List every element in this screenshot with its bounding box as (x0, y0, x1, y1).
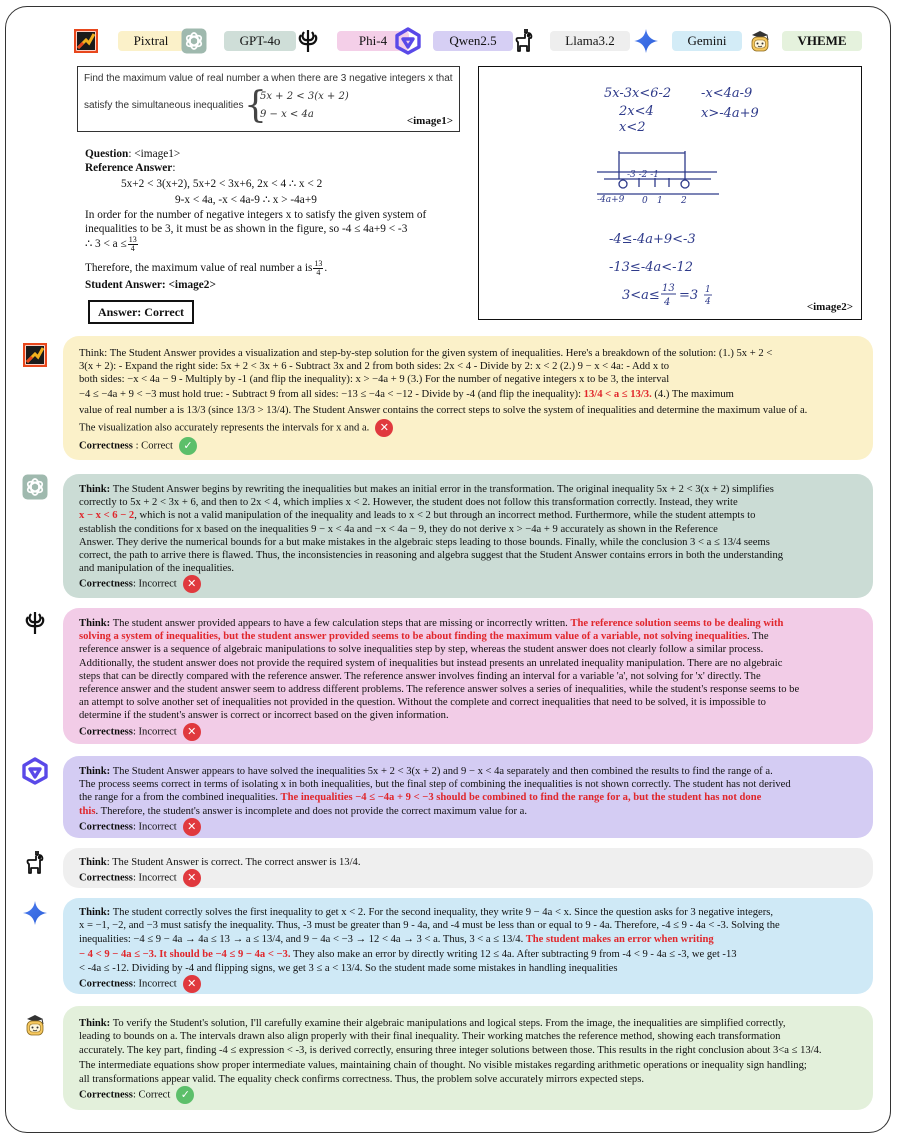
card-line: The intermediate equations show proper intermediate values, maintaining chain of thought. No visible mistakes regarding arithmetic operations or inequality sign handling; (79, 1060, 807, 1072)
card-line: both sides: −x < 4a − 9 - Multiply by -1 (and flip the inequality): x > −4a + 9 (3.) For the number of negative integers x to be 3, the interval (79, 374, 670, 386)
error-highlight: The reference solution seems to be dealing with (570, 618, 784, 629)
card-line: 3(x + 2): - Expand the right side: 5x + 2 < 3x + 6 - Subtract 3x and 2 from both sides: 2x < 4 - Divide by 2: x < 2 (2.) 9 − x < 4a: - Add x to (79, 361, 670, 373)
card-line: correctly to 5x + 2 < 3x + 6, and then to 2x < 4, which implies x < 2. However, the student does not follow this transformation correctly. Instead, they write (79, 497, 738, 509)
image2-tag: <image2> (806, 301, 853, 313)
correctness-label: Correctness (79, 1089, 133, 1101)
card-line: The Student Answer appears to have solved the inequalities 5x + 2 < 3(x + 2) and 9 − x < 4a separately and then combined the results to find the range of a. (112, 766, 773, 777)
hw-mixed-num: 1 (705, 285, 711, 295)
answer-correct-box: Answer: Correct (88, 300, 194, 324)
card-line: < -4a ≤ -12. Dividing by -4 and flipping signs, we get 3 ≤ a < 13/4. So the student made some mistakes in handling inequalities (79, 962, 618, 974)
error-highlight: The student makes an error when writing (523, 934, 714, 946)
card-line: To verify the Student's solution, I'll carefully examine their algebraic manipulations and logical steps. From the image, the inequalities are simplified correctly, (112, 1018, 786, 1029)
card-line: . Therefore, the student's answer is incomplete and does not provide the correct maximum value for a. (95, 805, 528, 817)
vheme-robot-icon (20, 1010, 50, 1040)
phi4-card (63, 608, 873, 744)
think-label: Think (79, 857, 107, 868)
hw-numberline-labels: -3 -2 -1 (627, 170, 660, 180)
legend-label: Llama3.2 (550, 31, 630, 51)
hw-mixed-den: 4 (705, 297, 711, 307)
correctness-value: : Incorrect (132, 578, 177, 590)
cross-icon: ✕ (183, 869, 201, 887)
gemini-icon (20, 898, 50, 928)
hw-two: 2 (681, 196, 687, 206)
think-label: Think: (79, 484, 111, 495)
error-highlight: − 4 < 9 − 4a ≤ −3. It should be −4 ≤ 9 − 4a < −3. (79, 949, 291, 961)
card-line: correct, the path to arrive there is flawed. Thus, the inconsistencies in reasoning and algebra suggest that the Student Answer contains errors in both the understanding (79, 550, 784, 562)
think-label: Think: (79, 907, 111, 918)
student-answer-label: Student Answer (85, 279, 162, 291)
correctness-value: : Incorrect (132, 872, 177, 884)
openai-icon (180, 27, 208, 55)
hw-zero: 0 (642, 196, 648, 206)
card-line: . The (746, 631, 769, 643)
hw-frac-num: 13 (662, 283, 675, 294)
correctness-label: Correctness (79, 978, 133, 990)
pixtral-icon (72, 27, 100, 55)
cross-icon: ✕ (183, 723, 201, 741)
check-icon: ✓ (179, 437, 197, 455)
error-highlight: The inequalities −4 ≤ −4a + 9 < −3 should be combined to find the range for a, but the student has not done (280, 792, 762, 804)
student-answer-image (478, 66, 862, 320)
vheme-robot-icon (746, 27, 774, 55)
correctness-label: Correctness (79, 440, 133, 452)
card-line: The student answer provided appears to have a few calculation steps that are missing or incorrectly written. (112, 618, 568, 629)
fraction: $\frac{13}{4}$ (314, 259, 323, 277)
legend-label: Pixtral (118, 31, 184, 51)
qwen-icon (20, 756, 50, 786)
handwriting-drawing (479, 67, 863, 321)
card-line: The student correctly solves the first inequality to get x < 2. For the second inequality, they write 9 − 4a < x. Since the question asks for 3 negative integers, (112, 907, 774, 918)
card-line: reference answer and the student answer seem to address different problems. The reference answer solves a series of inequalities, while the student's response seems to be (79, 684, 800, 696)
legend-gpt4o (180, 26, 296, 56)
card-line-end: (4.) The maximum (651, 388, 734, 400)
correctness-value: : Incorrect (132, 978, 177, 990)
question-image (77, 66, 460, 132)
gemini-icon (632, 27, 660, 55)
hw-frac-den: 4 (664, 297, 671, 308)
think-label: Think: (79, 1018, 111, 1029)
cross-icon: ✕ (183, 818, 201, 836)
cross-icon: ✕ (183, 575, 201, 593)
inequality-1: 5x + 2 < 3(x + 2) (260, 91, 349, 102)
hw-line-4: x>-4a+9 (701, 106, 759, 121)
card-line: and manipulation of the inequalities. (79, 563, 235, 575)
ref-text-3: ∴ 3 < a ≤ (85, 238, 127, 251)
legend-vheme (746, 26, 862, 56)
card-line: determine if the student's answer is correct or incorrect based on the given information. (79, 710, 449, 722)
question-value: : <image1> (128, 148, 181, 160)
card-line: an attempt to solve another set of inequalities not provided in the question. Without the complete and correct inequalities that need to be solved, it is impossible to (79, 697, 766, 709)
image1-tag: <image1> (406, 115, 453, 127)
error-highlight: solving a system of inequalities, but the student answer provided seems to be about finding the maximum value of a variable, not solving inequalities (79, 631, 747, 643)
legend-pixtral (72, 26, 184, 56)
brace-icon: { (244, 85, 267, 126)
think-label: Think: (79, 766, 111, 777)
qwen-card (63, 756, 873, 838)
llama-card (63, 848, 873, 888)
card-line: Think: The Student Answer provides a visualization and step-by-step solution for the given system of inequalities. Here's a breakdown of the solution: (1.) 5x + 2 < (79, 348, 773, 359)
legend-label: Phi-4 (337, 31, 409, 51)
card-line: leading to bounds on a. The intervals drawn also align properly with their final inequality. Their working matches the reference method, showing each transformation (79, 1031, 781, 1043)
card-line: accurately. The key part, finding -4 ≤ expression < -3, is derived correctly, ensuring three integer solutions between those. This results in the right conclusion about 3<a ≤ 13/4. (79, 1045, 822, 1057)
ref-text-1: In order for the number of negative integers x to satisfy the given system of (85, 209, 427, 221)
ref-math-2: 9-x < 4a, -x < 4a-9 ∴ x > -4a+9 (175, 194, 317, 206)
card-line: The process seems correct in terms of isolating x in both inequalities, but the final step of combining the inequalities is not shown correctly. The student has not derived (79, 779, 791, 791)
legend-label: VHEME (782, 31, 862, 51)
hw-line-3: 2x<4 (619, 104, 654, 119)
card-line: The Student Answer begins by rewriting the inequalities but makes an initial error in the transformation. The original inequality 5x + 2 < 3(x + 2) simplifies (112, 484, 774, 495)
error-highlight: x − x < 6 − 2 (79, 510, 135, 522)
hw-line-1: 5x-3x<6-2 (604, 86, 672, 101)
hw-numberline-a: -4a+9 (597, 195, 625, 205)
check-icon: ✓ (176, 1086, 194, 1104)
llama-icon (20, 848, 50, 878)
card-line: establish the conditions for x based on the inequalities 9 − x < 4a and −x < 4a − 9, they do not derive x > −4a + 9 accurately as shown in the Reference (79, 523, 718, 535)
ref-math-1: 5x+2 < 3(x+2), 5x+2 < 3x+6, 2x < 4 ∴ x < 2 (121, 178, 323, 190)
llama-icon (510, 27, 538, 55)
hw-line-6: -4≤-4a+9<-3 (609, 232, 696, 247)
correctness-label: Correctness (79, 578, 133, 590)
legend-phi4 (294, 26, 409, 56)
inequality-2: 9 − x < 4a (260, 109, 314, 120)
question-line-2: satisfy the simultaneous inequalities (84, 100, 244, 111)
card-line: −4 ≤ −4a + 9 < −3 must hold true: - Subtract 9 from all sides: −13 ≤ −4a < −12 - Divide by -4 (and flip the inequality): (79, 388, 582, 400)
correctness-value: : Incorrect (132, 821, 177, 833)
error-highlight: this (79, 805, 96, 817)
correctness-value: : Correct (132, 1089, 171, 1101)
legend-label: Qwen2.5 (433, 31, 513, 51)
openai-icon (20, 472, 50, 502)
card-line: value of real number a is 13/3 (since 13/3 > 13/4). The Student Answer contains the correct steps to solve the system of inequalities and determine the maximum value of a. (79, 404, 808, 416)
card-line: , which is not a valid manipulation of the inequality and leads to x < 2 but through an incorrect method. Furthermore, while the student attempts to (134, 510, 756, 522)
card-line: inequalities: −4 ≤ 9 − 4a → 4a ≤ 13 → a ≤ 13/4, and 9 − 4a < −3 → 12 < 4a → 3 < a. Thus, 3 < a ≤ 13/4. (79, 934, 524, 946)
cross-icon: ✕ (183, 975, 201, 993)
card-line: Answer. They derive the numerical bounds for a but make mistakes in the algebraic steps leading to those bounds. Finally, while the conclusion 3 < a ≤ 13/4 seems (79, 536, 770, 548)
legend-gemini (632, 26, 742, 56)
legend-llama (510, 26, 630, 56)
card-line: Additionally, the student answer does not provide the required system of inequalities but instead presents an unrelated inequality manipulation. There are no algebraic (79, 657, 783, 669)
correctness-value: : Incorrect (132, 726, 177, 738)
fraction: $\frac{13}{4}$ (128, 235, 137, 253)
correctness-label: Correctness (79, 821, 133, 833)
legend-label: Gemini (672, 31, 742, 51)
hw-one: 1 (657, 196, 663, 206)
correctness-value: : Correct (132, 440, 173, 452)
hw-line-7: -13≤-4a<-12 (609, 260, 694, 275)
legend-qwen (394, 26, 513, 56)
question-label: Question (85, 148, 129, 160)
hw-line-8: 3<a≤ (622, 288, 660, 303)
pixtral-icon (20, 340, 50, 370)
reference-answer-label: Reference Answer (85, 162, 173, 174)
card-line: the range for a from the combined inequalities. (79, 792, 278, 804)
legend-label: GPT-4o (224, 31, 296, 51)
correctness-label: Correctness (79, 872, 133, 884)
hw-eq3: =3 (679, 288, 699, 303)
card-line: They also make an error by directly writing 12 ≤ 4a. After subtracting 9 from -4 < 9 - 4a ≤ -3, we get -13 (290, 949, 737, 961)
card-line: x = −1, −2, and −3 must satisfy the inequality. Thus, -3 must be greater than 9 - 4a, and -4 must be less than or equal to 9 - 4a. Therefore, -4 ≤ 9 - 4a < -3. Solving the (79, 920, 780, 932)
student-answer-value: : <image2> (161, 279, 216, 291)
question-line-1: Find the maximum value of real number a when there are 3 negative integers x that (84, 73, 453, 84)
hw-line-2: -x<4a-9 (701, 86, 753, 101)
phi-icon (20, 608, 50, 638)
card-line: : The Student Answer is correct. The correct answer is 13/4. (106, 857, 361, 868)
card-line: The visualization also accurately represents the intervals for x and a. (79, 422, 370, 434)
period: . (324, 262, 328, 275)
ref-text-2: inequalities to be 3, it must be as shown in the figure, so -4 ≤ 4a+9 < -3 (85, 223, 408, 235)
card-line: reference answer is a sequence of algebraic manipulations to solve inequalities step by step, whereas the student answer does not clearly follow a similar process. (79, 644, 764, 656)
vheme-card (63, 1006, 873, 1110)
hw-line-5: x<2 (619, 120, 646, 135)
gemini-card (63, 898, 873, 994)
gpt4o-card (63, 474, 873, 598)
colon: : (172, 162, 176, 174)
correctness-label: Correctness (79, 726, 133, 738)
think-label: Think: (79, 618, 111, 629)
card-line: all transformations appear valid. The equality check confirms correctness. Thus, the problem solve accurately mirrors expected steps. (79, 1073, 645, 1085)
cross-icon: ✕ (375, 419, 393, 437)
error-highlight: 13/4 < a ≤ 13/3. (583, 388, 652, 400)
phi-icon (294, 27, 322, 55)
qwen-icon (394, 27, 422, 55)
pixtral-card (63, 336, 873, 460)
card-line: steps that can be directly compared with the reference answer. The reference answer involves finding an interval for a variable 'a', not solving for 'x' directly. The (79, 670, 761, 682)
ref-text-4: Therefore, the maximum value of real number a is (85, 262, 313, 275)
